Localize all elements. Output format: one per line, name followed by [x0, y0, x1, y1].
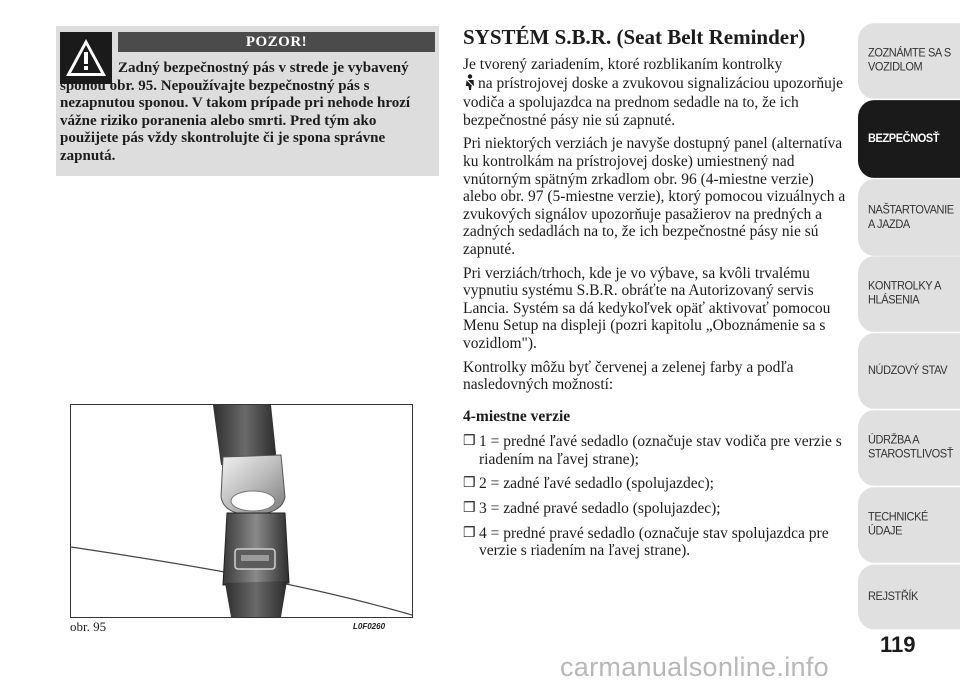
section-body: [463, 56, 848, 567]
checkbox-bullet-icon: ❒: [463, 501, 476, 517]
paragraph-2: Pri niektorých verziách je navyše dostupný panel (alternatíva ku kontrolkám na prístrojovej doske) umiestnený nad vnútorným spätným zrkadlom obr. 96 (4-miestne verzie) alebo obr. 97 (5-miestne verzie), ktorý pomocou vizuálnych a zvukových signálov upozorňuje pasažierov na predných a zadných sedadlách na to, že ich bezpečnostné pásy nie sú zapnuté.: [463, 135, 846, 258]
checkbox-bullet-icon: ❒: [463, 476, 476, 492]
paragraph-4: Kontrolky môžu byť červenej a zelenej farby a podľa nasledovných možností:: [463, 358, 794, 394]
seat-belt-warning-icon: [465, 74, 475, 95]
page-number: 119: [880, 632, 916, 657]
list-item: ❒ 2 = zadné ľavé sedadlo (spolujazdec);: [463, 475, 714, 493]
tab-zoznamte-sa-s-vozidlom[interactable]: ZOZNÁMTE SA S VOZIDLOM: [858, 23, 960, 99]
list-item: ❒ 1 = predné ľavé sedadlo (označuje stav vodiča pre verzie s riadením na ľavej strane);: [463, 433, 842, 468]
warning-box: [56, 26, 439, 176]
tab-bezpecnost[interactable]: BEZPEČNOSŤ: [858, 100, 960, 178]
warning-title: POZOR!: [118, 32, 435, 52]
section-title: SYSTÉM S.B.R. (Seat Belt Reminder): [463, 25, 806, 49]
tab-nudzovy-stav[interactable]: NÚDZOVÝ STAV: [858, 333, 960, 409]
seat-belt-illustration: [71, 405, 412, 617]
checkbox-bullet-icon: ❒: [463, 434, 476, 450]
warning-text: Zadný bezpečnostný pás v strede je vybavený sponou obr. 95. Nepoužívajte bezpečnostný pás s nezapnutou sponou. V takom prípade pri nehode hrozí vážne riziko poranenia alebo smrti. Pred tým ako použijete pás vždy skontrolujte či je spona správne zapnutá.: [60, 60, 411, 164]
subheading-4-seat: 4-miestne verzie: [463, 407, 571, 425]
seat-belt-buckle-figure: [70, 404, 413, 618]
checkbox-bullet-icon: ❒: [463, 525, 476, 541]
figure-code: L0F0260: [353, 622, 386, 631]
figure-caption: obr. 95: [70, 619, 107, 634]
tab-udrzba-a-starostlivost[interactable]: ÚDRŽBA A STAROSTLIVOSŤ: [858, 410, 960, 486]
watermark: carmanualsonline.info: [560, 652, 829, 682]
paragraph-3: Pri verziách/trhoch, kde je vo výbave, sa kvôli trvalému vypnutiu systému S.B.R. obráťte na Autorizovaný servis Lancia. Systém sa dá kedykoľvek opäť aktivovať pomocou Menu Setup na displeji (pozri kapitolu „Oboznámenie sa s vozidlom").: [463, 264, 831, 352]
tab-nastartovanie-a-jazda[interactable]: NAŠTARTOVANIE A JAZDA: [858, 179, 960, 256]
tab-technicke-udaje[interactable]: TECHNICKÉ ÚDAJE: [858, 487, 960, 563]
list-item: ❒ 3 = zadné pravé sedadlo (spolujazdec);: [463, 500, 721, 518]
list-item: ❒ 4 = predné pravé sedadlo (označuje stav spolujazdca pre verzie s riadením na ľavej strane).: [463, 524, 829, 560]
paragraph-1: Je tvorený zariadením, ktoré rozblikaním kontrolky na prístrojovej doske a zvukovou signalizáciou upozorňuje vodiča a spolujazdca na prednom sedadle na to, že ich bezpečnostné pásy nie sú zapnuté.: [463, 56, 844, 129]
tab-kontrolky-a-hlasenia[interactable]: KONTROLKY A HLÁSENIA: [858, 256, 960, 332]
tab-rejstrik[interactable]: REJSTŘÍK: [858, 565, 960, 630]
